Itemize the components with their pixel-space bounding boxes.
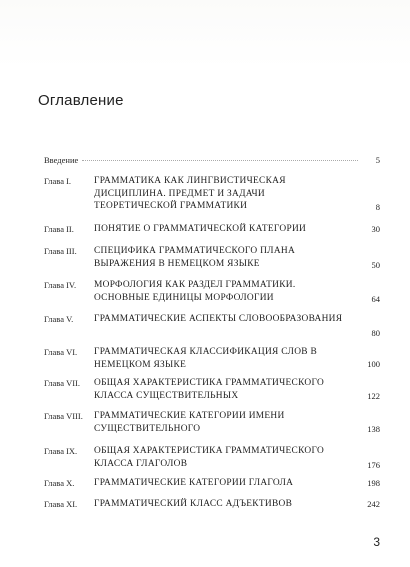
show-through-text (150, 0, 350, 130)
chapter-label: Глава I. (44, 176, 72, 186)
chapter-title: ГРАММАТИЧЕСКАЯ КЛАССИФИКАЦИЯ СЛОВ В НЕМЕЦКОМ ЯЗЫКЕ (94, 347, 318, 370)
chapter-label: Глава VI. (44, 347, 78, 357)
chapter-label: Глава VII. (44, 378, 81, 388)
chapter-label: Глава V. (44, 314, 74, 324)
chapter-title: ГРАММАТИЧЕСКИЕ АСПЕКТЫ СЛОВООБРАЗОВАНИЯ (94, 314, 343, 324)
chapter-page: 30 (371, 224, 380, 234)
chapter-label: Глава IV. (44, 280, 77, 290)
dot-leader (82, 160, 358, 161)
chapter-page: 64 (371, 294, 380, 304)
page-number: 3 (373, 535, 380, 549)
chapter-page: 100 (367, 359, 380, 369)
chapter-page: 80 (371, 328, 380, 338)
chapter-title: ПОНЯТИЕ О ГРАММАТИЧЕСКОЙ КАТЕГОРИИ (94, 224, 307, 234)
chapter-title: ОБЩАЯ ХАРАКТЕРИСТИКА ГРАММАТИЧЕСКОГО КЛАССА ГЛАГОЛОВ (94, 446, 325, 469)
chapter-page: 242 (367, 499, 380, 509)
chapter-label: Глава VIII. (44, 411, 83, 421)
chapter-title: СПЕЦИФИКА ГРАММАТИЧЕСКОГО ПЛАНА ВЫРАЖЕНИЯ В НЕМЕЦКОМ ЯЗЫКЕ (94, 246, 296, 269)
chapter-page: 198 (367, 478, 380, 488)
chapter-label: Глава X. (44, 478, 75, 488)
chapter-page: 138 (367, 424, 380, 434)
chapter-page: 50 (371, 260, 380, 270)
chapter-page: 176 (367, 460, 380, 470)
toc-heading: Оглавление (38, 92, 124, 109)
chapter-page: 8 (375, 202, 380, 212)
chapter-title: МОРФОЛОГИЯ КАК РАЗДЕЛ ГРАММАТИКИ. ОСНОВНЫЕ ЕДИНИЦЫ МОРФОЛОГИИ (94, 280, 296, 303)
chapter-label: Глава II. (44, 224, 74, 234)
chapter-title: ГРАММАТИЧЕСКИЙ КЛАСС АДЪЕКТИВОВ (94, 499, 293, 509)
chapter-page: 122 (367, 391, 380, 401)
chapter-title: ГРАММАТИЧЕСКИЕ КАТЕГОРИИ ИМЕНИ СУЩЕСТВИТЕЛЬНОГО (94, 411, 285, 434)
chapter-title: ОБЩАЯ ХАРАКТЕРИСТИКА ГРАММАТИЧЕСКОГО КЛАССА СУЩЕСТВИТЕЛЬНЫХ (94, 378, 325, 401)
chapter-title: ГРАММАТИЧЕСКИЕ КАТЕГОРИИ ГЛАГОЛА (94, 478, 294, 488)
intro-label: Введение (44, 155, 79, 165)
chapter-title: ГРАММАТИКА КАК ЛИНГВИСТИЧЕСКАЯ ДИСЦИПЛИНА. ПРЕДМЕТ И ЗАДАЧИ ТЕОРЕТИЧЕСКОЙ ГРАММАТИКИ (94, 176, 286, 211)
chapter-label: Глава III. (44, 246, 77, 256)
intro-page: 5 (375, 155, 380, 165)
toc-intro-entry (44, 155, 380, 165)
chapter-label: Глава XI. (44, 499, 78, 509)
chapter-label: Глава IX. (44, 446, 78, 456)
